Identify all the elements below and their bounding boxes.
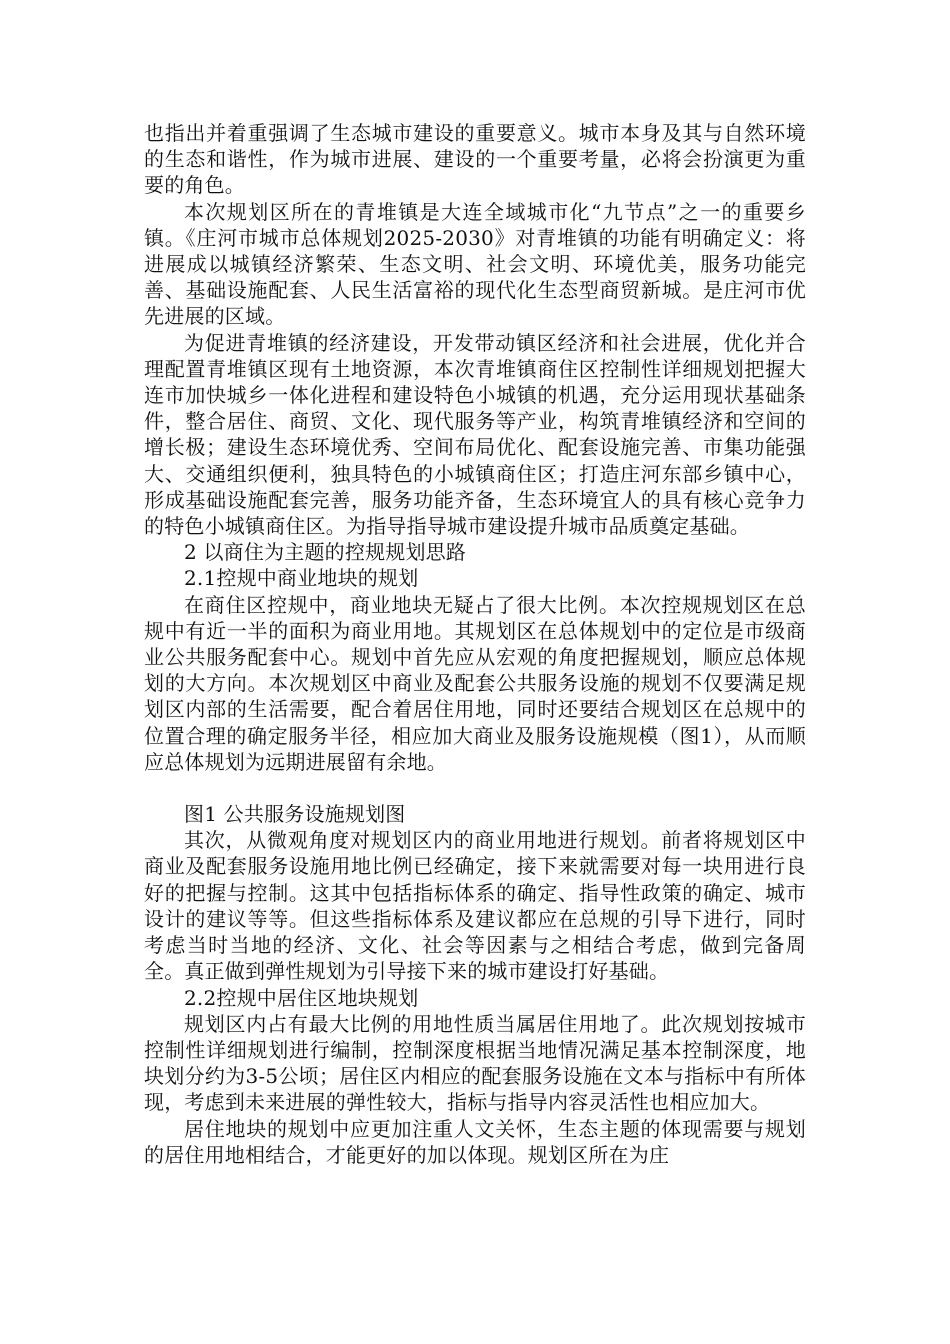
section-heading-2-1: 2.1控规中商业地块的规划 — [184, 566, 419, 591]
document-page — [144, 120, 806, 1168]
paragraph-micro-planning: 其次，从微观角度对规划区内的商业用地进行规划。前者将规划区中商业及配套服务设施用地比例已经确定，接下来就需要对每一块用进行良好的把握与控制。这其中包括指标体系的确定、指导性政策的确定、城市设计的建议等等。但这些指标体系及建议都应在总规的引导下进行，同时考虑当时当地的经济、文化、社会等因素与之相结合考虑，做到完备周全。真正做到弹性规划为引导接下来的城市建设打好基础。 — [144, 828, 806, 984]
section-heading-2-2: 2.2控规中居住区地块规划 — [184, 985, 419, 1010]
paragraph-economic-construction: 为促进青堆镇的经济建设，开发带动镇区经济和社会进展，优化并合理配置青堆镇区现有土地资源，本次青堆镇商住区控制性详细规划把握大连市加快城乡一体化进程和建设特色小城镇的机遇，充分运用现状基础条件，整合居住、商贸、文化、现代服务等产业，构筑青堆镇经济和空间的增长极；建设生态环境优秀、空间布局优化、配套设施完善、市集功能强大、交通组织便利，独具特色的小城镇商住区；打造庄河东部乡镇中心，形成基础设施配套完善，服务功能齐备，生态环境宜人的具有核心竞争力的特色小城镇商住区。为指导指导城市建设提升城市品质奠定基础。 — [144, 330, 806, 539]
figure-caption: 图1 公共服务设施规划图 — [184, 802, 406, 827]
paragraph-residential-land: 规划区内占有最大比例的用地性质当属居住用地了。此次规划按城市控制性详细规划进行编制，控制深度根据当地情况满足基本控制深度，地块划分约为3-5公顷；居住区内相应的配套服务设施在文本与指标中有所体现，考虑到未来进展的弹性较大，指标与指导内容灵活性也相应加大。 — [144, 1011, 806, 1115]
paragraph-residential-humanism: 居住地块的规划中应更加注重人文关怀，生态主题的体现需要与规划的居住用地相结合，才能更好的加以体现。规划区所在为庄 — [144, 1116, 806, 1167]
paragraph-qingdui-town: 本次规划区所在的青堆镇是大连全域城市化“九节点”之一的重要乡镇。《庄河市城市总体规划2025-2030》对青堆镇的功能有明确定义：将进展成以城镇经济繁荣、生态文明、社会文明、环境优美，服务功能完善、基础设施配套、人民生活富裕的现代化生态型商贸新城。是庄河市优先进展的区域。 — [144, 199, 806, 329]
paragraph-commercial-plots: 在商住区控规中，商业地块无疑占了很大比例。本次控规规划区在总规中有近一半的面积为商业用地。其规划区在总体规划中的定位是市级商业公共服务配套中心。规划中首先应从宏观的角度把握规划，顺应总体规划的大方向。本次规划区中商业及配套公共服务设施的规划不仅要满足规划区内部的生活需要，配合着居住用地，同时还要结合规划区在总规中的位置合理的确定服务半径，相应加大商业及服务设施规模（图1），从而顺应总体规划为远期进展留有余地。 — [144, 592, 806, 774]
figure-placeholder-gap — [144, 775, 806, 801]
section-heading-2: 2 以商住为主题的控规规划思路 — [184, 540, 467, 565]
paragraph-continuation: 也指出并着重强调了生态城市建设的重要意义。城市本身及其与自然环境的生态和谐性，作为城市进展、建设的一个重要考量，必将会扮演更为重要的角色。 — [144, 121, 806, 198]
